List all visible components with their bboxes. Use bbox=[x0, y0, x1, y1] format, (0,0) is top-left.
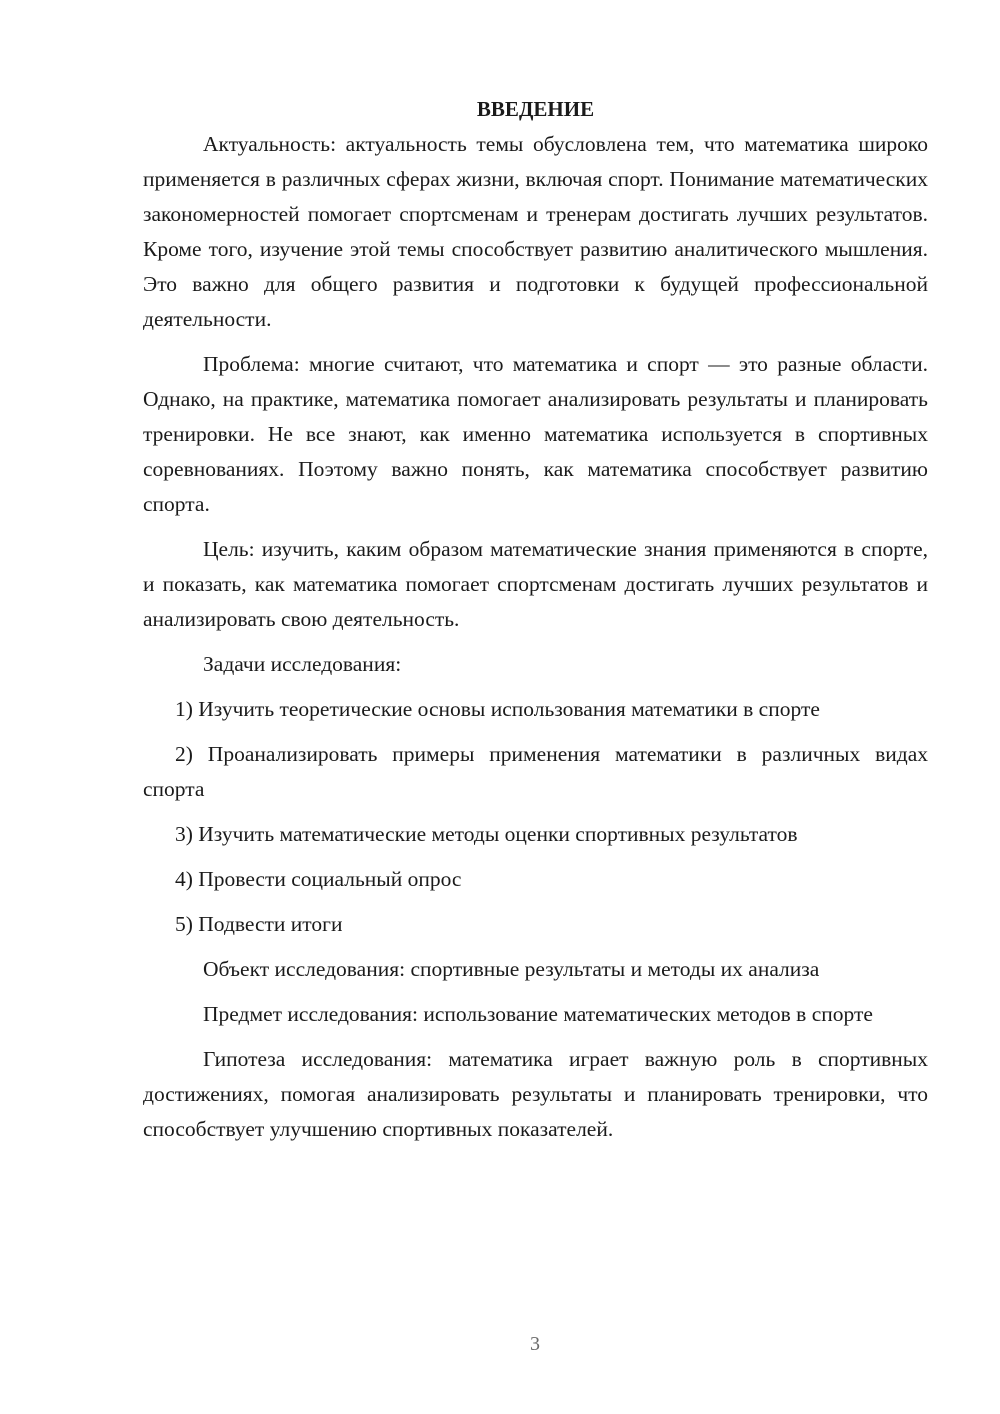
paragraph-subject: Предмет исследования: использование математических методов в спорте bbox=[203, 1002, 873, 1026]
list-item: 3) Изучить математические методы оценки спортивных результатов bbox=[175, 822, 798, 846]
section-title: ВВЕДЕНИЕ bbox=[476, 97, 595, 121]
tasks-list bbox=[143, 692, 928, 942]
paragraph-goal: Цель: изучить, каким образом математические знания применяются в спорте, и показать, как математика помогает спортсменам достигать лучших результатов и анализировать свою деятельность. bbox=[143, 537, 928, 631]
tasks-heading: Задачи исследования: bbox=[203, 652, 402, 676]
page-number: 3 bbox=[530, 1333, 540, 1355]
paragraph-problem: Проблема: многие считают, что математика и спорт — это разные области. Однако, на практике, математика помогает анализировать результаты и планировать тренировки. Не все знают, как именно математика используется в спортивных соревнованиях. Поэтому важно понять, как математика способствует развитию спорта. bbox=[143, 352, 928, 516]
list-item: 5) Подвести итоги bbox=[175, 912, 343, 936]
paragraph-hypothesis: Гипотеза исследования: математика играет важную роль в спортивных достижениях, помогая анализировать результаты и планировать тренировки, что способствует улучшению спортивных показателей. bbox=[143, 1047, 928, 1141]
list-item: 1) Изучить теоретические основы использования математики в спорте bbox=[175, 697, 820, 721]
list-item: 2) Проанализировать примеры применения математики в различных видах спорта bbox=[143, 742, 928, 801]
document-page bbox=[143, 92, 928, 1157]
paragraph-object: Объект исследования: спортивные результаты и методы их анализа bbox=[203, 957, 820, 981]
paragraph-relevance: Актуальность: актуальность темы обусловлена тем, что математика широко применяется в различных сферах жизни, включая спорт. Понимание математических закономерностей помогает спортсменам и тренерам достигать лучших результатов. Кроме того, изучение этой темы способствует развитию аналитического мышления. Это важно для общего развития и подготовки к будущей профессиональной деятельности. bbox=[143, 132, 928, 331]
list-item: 4) Провести социальный опрос bbox=[175, 867, 462, 891]
